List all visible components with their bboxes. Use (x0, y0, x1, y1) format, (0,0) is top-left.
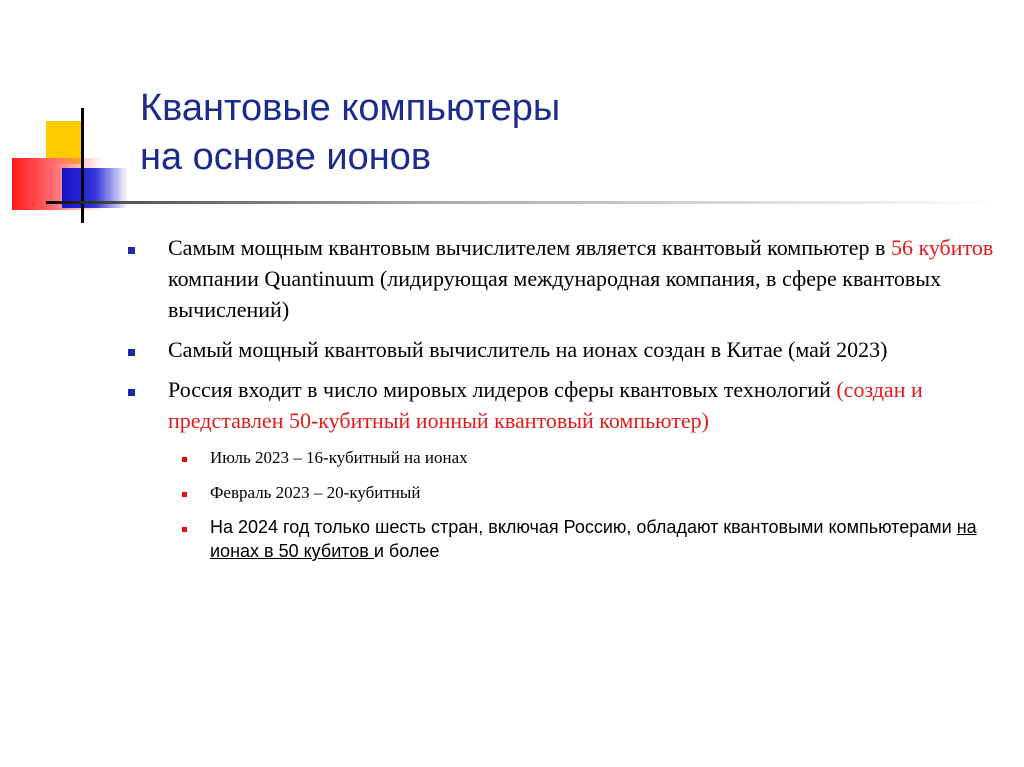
slide-title (140, 84, 560, 182)
bullet-marker (128, 349, 135, 356)
bullet-marker (128, 247, 135, 254)
title-line-2: на основе ионов (140, 136, 432, 178)
bullet-china: Самый мощный квантовый вычислитель на ионах создан в Китае (май 2023) (120, 334, 1000, 365)
highlight-56-qubits: 56 кубитов (890, 235, 994, 260)
sub-bullet-july: Июль 2023 – 16-кубитный на ионах (120, 445, 1000, 470)
sub-bullet-marker (182, 492, 187, 497)
sub-bullet-list (120, 445, 1000, 563)
title-underline (46, 201, 1006, 204)
title-line-1: Квантовые компьютеры (140, 87, 561, 129)
sub-bullet-marker (182, 527, 187, 532)
sub-bullet-marker (182, 457, 187, 462)
bullet-quantinuum: Самым мощным квантовым вычислителем является квантовый компьютер в 56 кубитов компании Quantinuum (лидирующая международная компания, в сфере квантовых вычислений) (120, 232, 1000, 325)
decor-vertical-line (81, 108, 84, 223)
bullet-russia: Россия входит в число мировых лидеров сферы квантовых технологий (создан и представлен 50-кубитный ионный квантовый компьютер) (120, 374, 1000, 436)
slide-content (120, 232, 1000, 573)
sub-bullet-february: Февраль 2023 – 20-кубитный (120, 480, 1000, 505)
highlight-50-qubit: (создан и представлен 50-кубитный ионный квантовый компьютер) (168, 377, 923, 433)
underlined-phrase: на ионах в 50 кубитов (210, 517, 977, 561)
sub-bullet-2024: На 2024 год только шесть стран, включая Россию, обладают квантовыми компьютерами на ионах в 50 кубитов и более (120, 515, 1000, 563)
bullet-marker (128, 389, 135, 396)
